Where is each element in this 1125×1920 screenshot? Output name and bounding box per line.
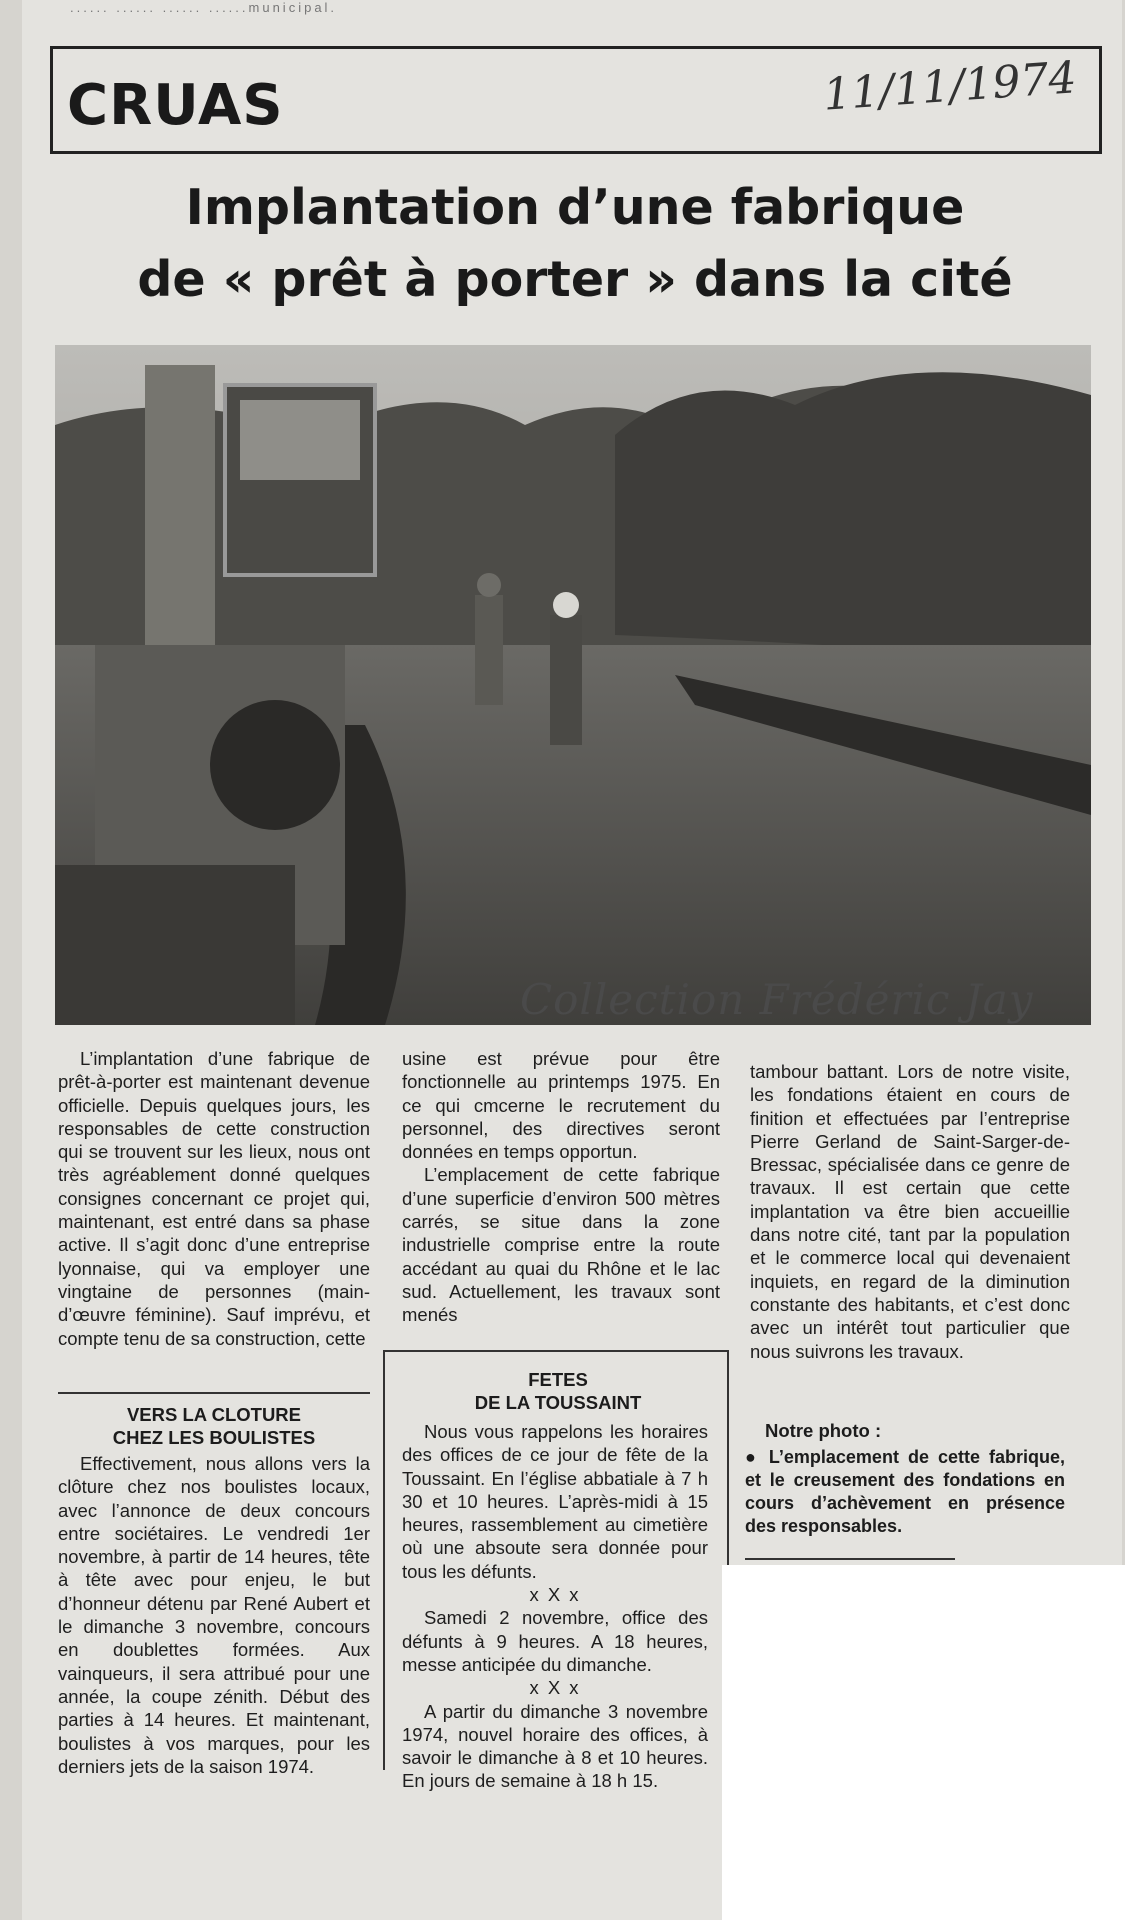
photo-caption: ● L’emplacement de cette fabrique, et le creusement des fondations en cours d’achèvement en présence des responsables. [745,1447,1065,1536]
section-label: CRUAS [67,73,284,138]
separator: x X x [529,1677,581,1699]
headline-line-2: de « prêt à porter » dans la cité [137,251,1013,308]
separator: x X x [529,1584,581,1606]
article-paragraph: L’implantation d’une fabrique de prêt-à-porter est maintenant devenue officielle. Depuis quelques jours, les responsables de cette construction qui se trouvent sur les lieux, nous ont très agréablement donné quelques consignes concernant ce projet qui, maintenant, est entré dans sa phase active. Il s’agit donc d’une entreprise lyonnaise, qui va employer une vingtaine de personnes (main-d’œuvre féminine). Sauf imprévu, et compte tenu de sa construction, cette [58,1048,370,1349]
toussaint-paragraph: Samedi 2 novembre, office des défunts à 9 heures. A 18 heures, messe anticipée du dimanche. [402,1607,708,1675]
toussaint-paragraph: Nous vous rappelons les horaires des offices de ce jour de fête de la Toussaint. En l’église abbatiale à 7 h 30 et 10 heures. L’après-midi à 15 heures, rassemblement au cimetière où une absoute sera donnée pour tous les défunts. [402,1421,708,1582]
boulistes-article [58,1452,370,1778]
article-paragraph: usine est prévue pour être fonctionnelle au printemps 1975. En ce qui cmcerne le recrutement du personnel, des directives seront données en temps opportun. [402,1048,720,1163]
column-divider [58,1392,370,1394]
boulistes-title-line-1: VERS LA CLOTURE [126,1404,302,1425]
headline [60,172,1090,316]
boulistes-title [58,1403,370,1449]
photo-caption-label: Notre photo : [765,1420,882,1441]
toussaint-title-line-1: FETES [528,1369,588,1390]
collection-watermark: Collection Frédéric Jay [520,975,1034,1024]
toussaint-article [402,1420,708,1793]
article-column-2 [402,1047,720,1327]
article-paragraph: tambour battant. Lors de notre visite, les fondations étaient en cours de finition et effectuées par l’entreprise Pierre Gerland de Saint-Sarger-de-Bressac, spécialisée dans ce genre de travaux. Il est certain que cette implantation va être bien accueillie dans notre cité, tant par la population et le commerce local qui devenaient inquiets, en regard de la diminution constante des habitants, et c’est donc avec un intérêt tout particulier que nous suivrons les travaux. [750,1061,1070,1362]
boulistes-paragraph: Effectivement, nous allons vers la clôture chez nos boulistes locaux, avec l’annonce de deux concours entre sociétaires. Le vendredi 1er novembre, à partir de 14 heures, tête à tête avec pour enjeu, le but d’honneur détenu par René Aubert et le dimanche 3 novembre, concours en doublettes formées. Aux vainqueurs, il sera attribué pour une année, la coupe zénith. Début des parties à 14 heures. Et maintenant, boulistes à vos marques, pour les derniers jets de la saison 1974. [58,1453,370,1777]
boulistes-title-line-2: CHEZ LES BOULISTES [112,1427,316,1448]
toussaint-title-line-2: DE LA TOUSSAINT [474,1392,642,1413]
handwritten-date: 11/11/1974 [821,52,1079,121]
article-paragraph: L’emplacement de cette fabrique d’une superficie d’environ 500 mètres carrés, se situe dans la zone industrielle comprise entre la route accédant au quai du Rhône et le lac sud. Actuellement, les travaux sont menés [402,1164,720,1326]
headline-line-1: Implantation d’une fabrique [185,179,965,236]
excavator-photo [55,345,1091,1025]
section-header-box [50,46,1102,154]
clipped-header-strip: ...... ...... ...... ......municipal. [70,0,338,15]
toussaint-title [400,1368,716,1414]
construction-photo [55,345,1091,1025]
blank-white-area [722,1565,1125,1920]
article-column-1 [58,1047,370,1350]
article-column-3 [750,1060,1070,1363]
toussaint-paragraph: A partir du dimanche 3 novembre 1974, nouvel horaire des offices, à savoir le dimanche à 8 et 10 heures. En jours de semaine à 18 h 15. [402,1700,708,1792]
caption-end-rule [745,1558,955,1560]
